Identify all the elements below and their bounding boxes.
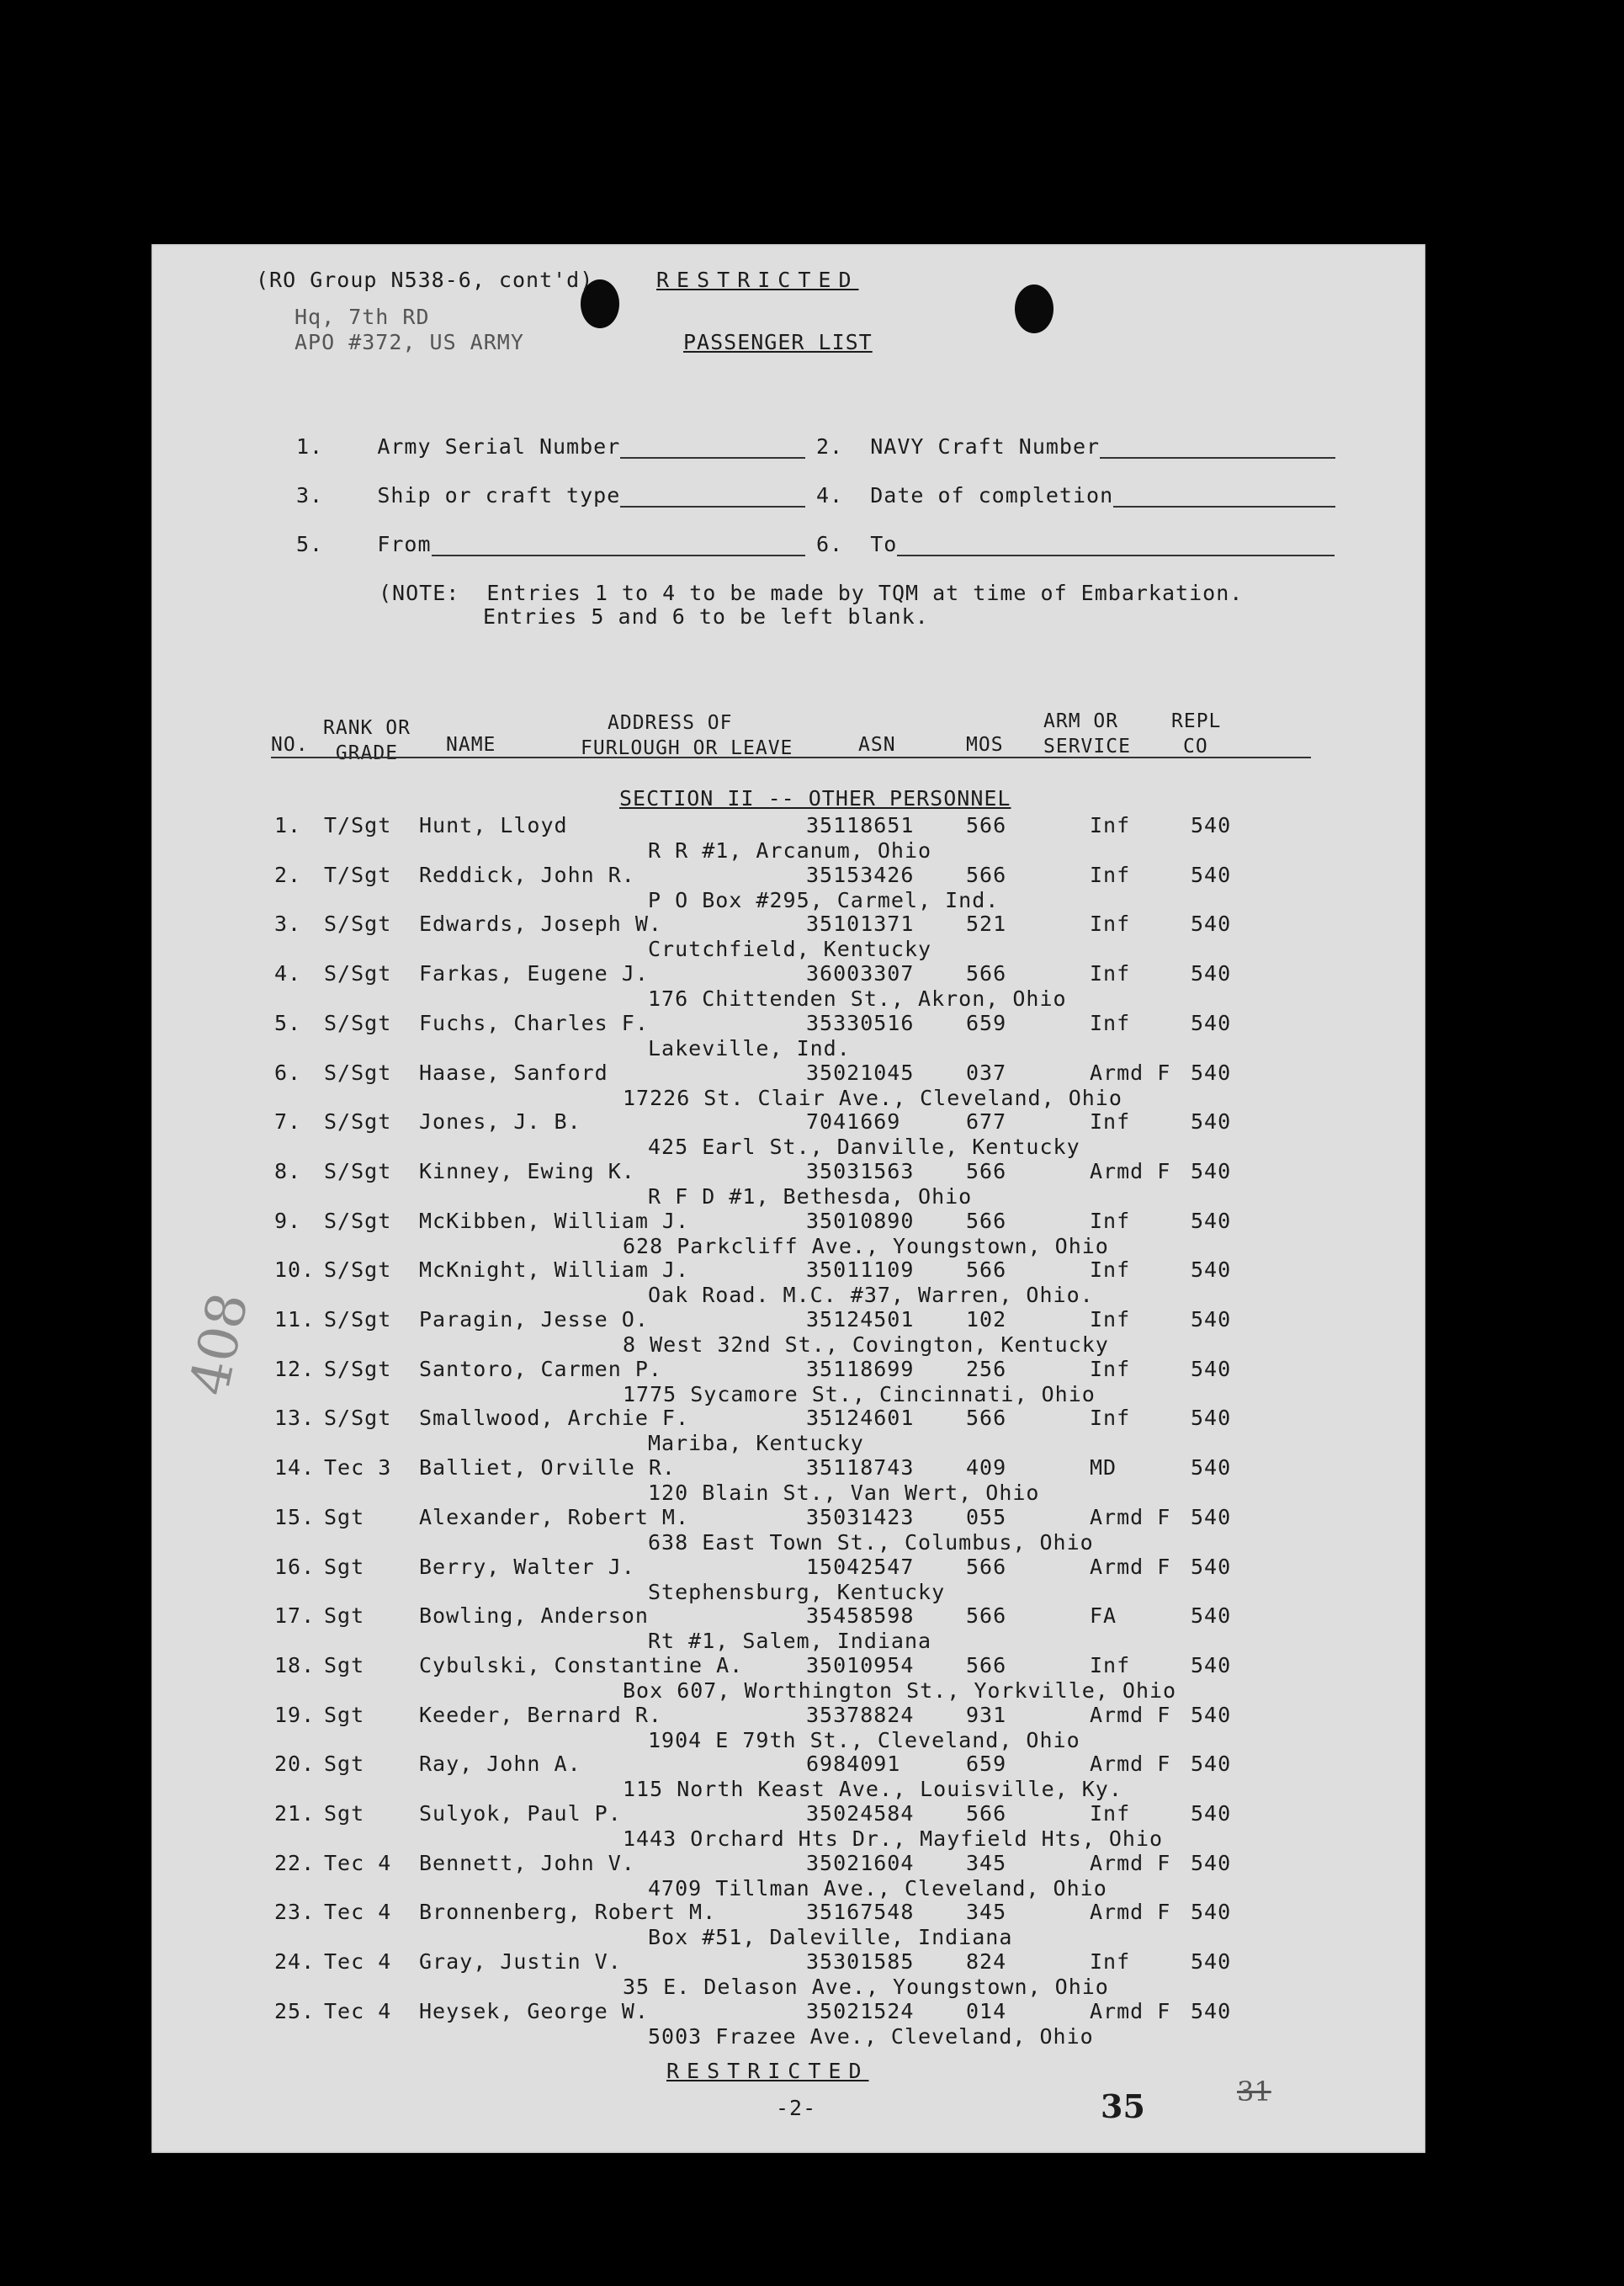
mos-cell: 409 bbox=[966, 1455, 1007, 1481]
rank-cell: Tec 4 bbox=[324, 1998, 392, 2023]
name-cell: Keeder, Bernard R. bbox=[419, 1702, 662, 1727]
row-number: 14. bbox=[274, 1455, 316, 1481]
name-cell: McKnight, William J. bbox=[419, 1257, 690, 1283]
mos-cell: 566 bbox=[966, 1652, 1007, 1677]
mos-cell: 521 bbox=[966, 912, 1007, 937]
arm-service-cell: Inf bbox=[1090, 1257, 1131, 1283]
name-cell: Balliet, Orville R. bbox=[419, 1455, 676, 1481]
name-cell: Gray, Justin V. bbox=[419, 1949, 622, 1975]
name-cell: Bronnenberg, Robert M. bbox=[419, 1900, 717, 1925]
name-cell: Hunt, Lloyd bbox=[419, 813, 568, 837]
arm-service-cell: Armd F bbox=[1090, 1752, 1171, 1777]
repl-co-cell: 540 bbox=[1191, 1109, 1232, 1135]
apo-line: APO #372, US ARMY bbox=[295, 330, 524, 354]
field-5: 5. From bbox=[296, 532, 805, 556]
repl-co-cell: 540 bbox=[1191, 1158, 1232, 1183]
table-row bbox=[151, 1455, 1425, 1504]
mos-cell: 659 bbox=[966, 1752, 1007, 1777]
mos-cell: 824 bbox=[966, 1949, 1007, 1975]
arm-service-cell: Inf bbox=[1090, 862, 1131, 887]
table-row bbox=[151, 1999, 1425, 2048]
arm-service-cell: Inf bbox=[1090, 961, 1131, 986]
arm-service-cell: Armd F bbox=[1090, 1900, 1171, 1925]
repl-co-cell: 540 bbox=[1191, 1603, 1232, 1629]
address-cell: 628 Parkcliff Ave., Youngstown, Ohio bbox=[623, 1233, 1109, 1258]
asn-cell: 35024584 bbox=[806, 1801, 915, 1826]
address-cell: 17226 St. Clair Ave., Cleveland, Ohio bbox=[623, 1085, 1122, 1110]
field-3: 3. Ship or craft type bbox=[296, 483, 805, 508]
address-cell: 1775 Sycamore St., Cincinnati, Ohio bbox=[623, 1381, 1096, 1406]
asn-cell: 35011109 bbox=[806, 1257, 915, 1283]
note-line-1: (NOTE: Entries 1 to 4 to be made by TQM at time of Embarkation. bbox=[379, 581, 1244, 605]
row-number: 19. bbox=[274, 1702, 316, 1727]
rank-cell: Sgt bbox=[324, 1504, 365, 1529]
rank-cell: S/Sgt bbox=[324, 1406, 392, 1431]
name-cell: Berry, Walter J. bbox=[419, 1554, 635, 1579]
asn-cell: 6984091 bbox=[806, 1752, 901, 1777]
address-cell: 176 Chittenden St., Akron, Ohio bbox=[648, 986, 1067, 1012]
repl-co-cell: 540 bbox=[1191, 1208, 1232, 1233]
repl-co-cell: 540 bbox=[1191, 1257, 1232, 1283]
row-number: 24. bbox=[274, 1949, 316, 1975]
struck-page-number: 31 bbox=[1237, 2076, 1271, 2108]
asn-cell: 35031563 bbox=[806, 1158, 915, 1183]
arm-service-cell: Inf bbox=[1090, 1801, 1131, 1826]
name-cell: Sulyok, Paul P. bbox=[419, 1801, 622, 1826]
rank-cell: S/Sgt bbox=[324, 1060, 392, 1085]
address-cell: 4709 Tillman Ave., Cleveland, Ohio bbox=[648, 1875, 1107, 1901]
asn-cell: 15042547 bbox=[806, 1554, 915, 1579]
address-cell: Box #51, Daleville, Indiana bbox=[648, 1925, 1013, 1950]
asn-cell: 35124601 bbox=[806, 1406, 915, 1431]
repl-co-cell: 540 bbox=[1191, 1010, 1232, 1035]
list-title: PASSENGER LIST bbox=[683, 330, 873, 354]
classification-bottom: RESTRICTED bbox=[666, 2059, 869, 2083]
row-number: 15. bbox=[274, 1504, 316, 1529]
rank-cell: S/Sgt bbox=[324, 1208, 392, 1233]
rank-cell: Tec 3 bbox=[324, 1455, 392, 1481]
repl-co-cell: 540 bbox=[1191, 1554, 1232, 1579]
repl-co-cell: 540 bbox=[1191, 1652, 1232, 1677]
row-number: 8. bbox=[274, 1158, 302, 1183]
table-row bbox=[151, 1307, 1425, 1356]
asn-cell: 36003307 bbox=[806, 961, 915, 986]
row-number: 23. bbox=[274, 1900, 316, 1925]
arm-service-cell: Armd F bbox=[1090, 1504, 1171, 1529]
rank-cell: Sgt bbox=[324, 1752, 365, 1777]
mos-cell: 345 bbox=[966, 1900, 1007, 1925]
mos-cell: 055 bbox=[966, 1504, 1007, 1529]
row-number: 3. bbox=[274, 912, 302, 937]
name-cell: Kinney, Ewing K. bbox=[419, 1158, 635, 1183]
rank-cell: T/Sgt bbox=[324, 862, 392, 887]
rank-cell: S/Sgt bbox=[324, 1356, 392, 1381]
rank-cell: S/Sgt bbox=[324, 1257, 392, 1283]
table-row bbox=[151, 961, 1425, 1010]
address-cell: Stephensburg, Kentucky bbox=[648, 1579, 946, 1604]
name-cell: Edwards, Joseph W. bbox=[419, 912, 662, 937]
arm-service-cell: Inf bbox=[1090, 1109, 1131, 1135]
row-number: 12. bbox=[274, 1356, 316, 1381]
arm-service-cell: Inf bbox=[1090, 1406, 1131, 1431]
note-line-2: Entries 5 and 6 to be left blank. bbox=[483, 604, 929, 629]
asn-cell: 35021524 bbox=[806, 1998, 915, 2023]
mos-cell: 931 bbox=[966, 1702, 1007, 1727]
table-row bbox=[151, 1703, 1425, 1752]
table-row bbox=[151, 1406, 1425, 1454]
asn-cell: 35101371 bbox=[806, 912, 915, 937]
address-cell: 1443 Orchard Hts Dr., Mayfield Hts, Ohio bbox=[623, 1826, 1164, 1851]
repl-co-cell: 540 bbox=[1191, 961, 1232, 986]
mos-cell: 677 bbox=[966, 1109, 1007, 1135]
name-cell: Paragin, Jesse O. bbox=[419, 1307, 649, 1332]
repl-co-cell: 540 bbox=[1191, 912, 1232, 937]
mos-cell: 566 bbox=[966, 961, 1007, 986]
repl-co-cell: 540 bbox=[1191, 1998, 1232, 2023]
asn-cell: 35378824 bbox=[806, 1702, 915, 1727]
table-row bbox=[151, 1505, 1425, 1554]
address-cell: R F D #1, Bethesda, Ohio bbox=[648, 1183, 973, 1209]
rank-cell: S/Sgt bbox=[324, 912, 392, 937]
repl-co-cell: 540 bbox=[1191, 1307, 1232, 1332]
row-number: 2. bbox=[274, 862, 302, 887]
section-title: SECTION II -- OTHER PERSONNEL bbox=[619, 786, 1011, 811]
table-row bbox=[151, 1555, 1425, 1603]
arm-service-cell: Inf bbox=[1090, 1010, 1131, 1035]
address-cell: Mariba, Kentucky bbox=[648, 1431, 864, 1456]
table-row bbox=[151, 1061, 1425, 1109]
address-cell: Box 607, Worthington St., Yorkville, Ohio bbox=[623, 1677, 1177, 1703]
arm-service-cell: Armd F bbox=[1090, 1158, 1171, 1183]
table-row bbox=[151, 863, 1425, 912]
name-cell: Jones, J. B. bbox=[419, 1109, 581, 1135]
address-cell: 1904 E 79th St., Cleveland, Ohio bbox=[648, 1727, 1080, 1752]
table-row bbox=[151, 1011, 1425, 1060]
table-row bbox=[151, 1159, 1425, 1208]
rank-cell: Sgt bbox=[324, 1603, 365, 1629]
asn-cell: 35118743 bbox=[806, 1455, 915, 1481]
mos-cell: 566 bbox=[966, 1208, 1007, 1233]
table-row bbox=[151, 1603, 1425, 1652]
repl-co-cell: 540 bbox=[1191, 1949, 1232, 1975]
asn-cell: 35118699 bbox=[806, 1356, 915, 1381]
rank-cell: T/Sgt bbox=[324, 813, 392, 837]
rank-cell: Tec 4 bbox=[324, 1949, 392, 1975]
table-row bbox=[151, 1801, 1425, 1850]
repl-co-cell: 540 bbox=[1191, 813, 1232, 837]
mos-cell: 566 bbox=[966, 813, 1007, 837]
address-cell: 35 E. Delason Ave., Youngstown, Ohio bbox=[623, 1975, 1109, 2000]
classification-top: RESTRICTED bbox=[656, 268, 859, 292]
rank-cell: S/Sgt bbox=[324, 961, 392, 986]
mos-cell: 566 bbox=[966, 1406, 1007, 1431]
arm-service-cell: Inf bbox=[1090, 1356, 1131, 1381]
mos-cell: 659 bbox=[966, 1010, 1007, 1035]
arm-service-cell: Inf bbox=[1090, 1208, 1131, 1233]
mos-cell: 566 bbox=[966, 1603, 1007, 1629]
rank-cell: S/Sgt bbox=[324, 1158, 392, 1183]
row-number: 6. bbox=[274, 1060, 302, 1085]
mos-cell: 014 bbox=[966, 1998, 1007, 2023]
row-number: 7. bbox=[274, 1109, 302, 1135]
rank-cell: S/Sgt bbox=[324, 1307, 392, 1332]
asn-cell: 35167548 bbox=[806, 1900, 915, 1925]
arm-service-cell: Inf bbox=[1090, 1949, 1131, 1975]
mos-cell: 256 bbox=[966, 1356, 1007, 1381]
address-cell: 115 North Keast Ave., Louisville, Ky. bbox=[623, 1777, 1122, 1802]
repl-co-cell: 540 bbox=[1191, 1060, 1232, 1085]
row-number: 21. bbox=[274, 1801, 316, 1826]
arm-service-cell: MD bbox=[1090, 1455, 1117, 1481]
name-cell: Fuchs, Charles F. bbox=[419, 1010, 649, 1035]
arm-service-cell: Armd F bbox=[1090, 1850, 1171, 1875]
address-cell: P O Box #295, Carmel, Ind. bbox=[648, 887, 1000, 912]
row-number: 5. bbox=[274, 1010, 302, 1035]
name-cell: Bennett, John V. bbox=[419, 1850, 635, 1875]
asn-cell: 7041669 bbox=[806, 1109, 901, 1135]
name-cell: Smallwood, Archie F. bbox=[419, 1406, 690, 1431]
repl-co-cell: 540 bbox=[1191, 1504, 1232, 1529]
field-2: 2. NAVY Craft Number bbox=[816, 434, 1335, 459]
row-number: 17. bbox=[274, 1603, 316, 1629]
table-row bbox=[151, 1209, 1425, 1257]
mos-cell: 566 bbox=[966, 862, 1007, 887]
arm-service-cell: Armd F bbox=[1090, 1060, 1171, 1085]
table-row bbox=[151, 912, 1425, 960]
field-4: 4. Date of completion bbox=[816, 483, 1335, 508]
unit-line: Hq, 7th RD bbox=[295, 305, 430, 329]
rank-cell: S/Sgt bbox=[324, 1010, 392, 1035]
rank-cell: Sgt bbox=[324, 1652, 365, 1677]
name-cell: McKibben, William J. bbox=[419, 1208, 690, 1233]
repl-co-cell: 540 bbox=[1191, 1455, 1232, 1481]
name-cell: Farkas, Eugene J. bbox=[419, 961, 649, 986]
mos-cell: 566 bbox=[966, 1257, 1007, 1283]
address-cell: Oak Road. M.C. #37, Warren, Ohio. bbox=[648, 1283, 1094, 1308]
name-cell: Bowling, Anderson bbox=[419, 1603, 649, 1629]
address-cell: R R #1, Arcanum, Ohio bbox=[648, 838, 932, 863]
name-cell: Alexander, Robert M. bbox=[419, 1504, 690, 1529]
asn-cell: 35118651 bbox=[806, 813, 915, 837]
reference-line: (RO Group N538-6, cont'd) bbox=[256, 268, 594, 292]
mos-cell: 566 bbox=[966, 1801, 1007, 1826]
mos-cell: 566 bbox=[966, 1158, 1007, 1183]
rank-cell: Sgt bbox=[324, 1554, 365, 1579]
table-row bbox=[151, 1900, 1425, 1948]
arm-service-cell: Armd F bbox=[1090, 1554, 1171, 1579]
table-row bbox=[151, 1752, 1425, 1800]
rank-cell: Sgt bbox=[324, 1702, 365, 1727]
table-row bbox=[151, 1653, 1425, 1702]
repl-co-cell: 540 bbox=[1191, 1702, 1232, 1727]
page-number: -2- bbox=[776, 2096, 817, 2120]
row-number: 9. bbox=[274, 1208, 302, 1233]
row-number: 13. bbox=[274, 1406, 316, 1431]
row-number: 16. bbox=[274, 1554, 316, 1579]
table-row bbox=[151, 1257, 1425, 1306]
row-number: 4. bbox=[274, 961, 302, 986]
arm-service-cell: Armd F bbox=[1090, 1998, 1171, 2023]
document-page: (RO Group N538-6, cont'd) Hq, 7th RD APO #372, US ARMY RESTRICTED PASSENGER LIST 1. Army Serial Number 2. NAVY Craft Number 3. Ship or craft type 4. Date of completion 5. From 6. To (NOTE: Entries 1 to 4 to be made by TQM at time of Embarkation. Entries 5 and 6 to be left blank. NO. RANK OR GRADE NAME ADDRESS OF FURLOUGH OR LEAVE ASN MOS ARM OR SERVICE REPL CO SECTION II -- OTHER PERSONNEL 1. T/Sgt Hunt, Lloyd 35118651 566 Inf 540 R R #1, Arcanum, Ohio 2. T/Sgt Reddick, John R. 35153426 566 Inf 540 P O Box #295, Carmel, Ind. 3. S/Sgt Edwards, Joseph W. 35101371 521 Inf 540 Crutchfield, Kentucky 4. S/Sgt Farkas, Eugene J. 36003307 566 Inf 540 176 Chittenden St., Akron, Ohio 5. S/Sgt Fuchs, Charles F. 35330516 659 Inf 540 Lakeville, Ind. 6. S/Sgt Haase, Sanford 35021045 037 Armd F 540 17226 St. Clair Ave., Cleveland, Ohio 7. S/Sgt Jones, J. B. 7041669 677 Inf 540 425 Earl St., Danville, Kentucky 8. S/Sgt Kinney, Ewing K. 35031563 566 Armd F 540 R F D #1, Bethesda, Ohio 9. S/Sgt McKibben, William J. 35010890 566 Inf 540 628 Parkcliff Ave., Youngstown, Ohio 10. S/Sgt McKnight, William J. 35011109 566 Inf 540 Oak Road. M.C. #37, Warren, Ohio. 11. S/Sgt Paragin, Jesse O. 35124501 102 Inf 540 8 West 32nd St., Covington, Kentucky 12. S/Sgt Santoro, Carmen P. 35118699 256 Inf 540 1775 Sycamore St., Cincinnati, Ohio 13. S/Sgt Smallwood, Archie F. 35124601 566 Inf 540 Mariba, Kentucky 14. Tec 3 Balliet, Orville R. 35118743 409 MD 540 120 Blain St., Van Wert, Ohio 15. Sgt Alexander, Robert M. 35031423 055 Armd F 540 638 East Town St., Columbus, Ohio 16. Sgt Berry, Walter J. 15042547 566 Armd F 540 Stephensburg, Kentucky 17. Sgt Bowling, Anderson 35458598 566 FA 540 Rt #1, Salem, Indiana 18. Sgt Cybulski, Constantine A. 35010954 566 Inf 540 Box 607, Worthington St., Yorkville, Ohio 19. Sgt Keeder, Bernard R. 35378824 931 Armd F 540 1904 E 79th St., Cleveland, Ohio 20. Sgt Ray, John A. 6984091 659 Armd F 540 115 North Keast Ave., Louisville, Ky. 21. Sgt Sulyok, Paul P. 35024584 566 Inf 540 1443 Orchard Hts Dr., Mayfield Hts, Ohio 22. Tec 4 Bennett, John V. 35021604 345 Armd F 540 4709 Tillman Ave., Cleveland, Ohio 23. Tec 4 Bronnenberg, Robert M. 35167548 345 Armd F 540 Box #51, Daleville, Indiana 24. Tec 4 Gray, Justin V. 35301585 824 Inf 540 35 E. Delason Ave., Youngstown, Ohio 25. Tec 4 Heysek, George W. 35021524 014 Armd F 540 5003 Frazee Ave., Cleveland, Ohio 408 RESTRICTED -2- 35 31 bbox=[151, 244, 1425, 2153]
rank-cell: Tec 4 bbox=[324, 1850, 392, 1875]
asn-cell: 35031423 bbox=[806, 1504, 915, 1529]
row-number: 20. bbox=[274, 1752, 316, 1777]
table-row bbox=[151, 1851, 1425, 1900]
address-cell: 120 Blain St., Van Wert, Ohio bbox=[648, 1481, 1040, 1506]
field-1: 1. Army Serial Number bbox=[296, 434, 805, 459]
address-cell: Rt #1, Salem, Indiana bbox=[648, 1629, 932, 1654]
row-number: 18. bbox=[274, 1652, 316, 1677]
mos-cell: 037 bbox=[966, 1060, 1007, 1085]
arm-service-cell: FA bbox=[1090, 1603, 1117, 1629]
arm-service-cell: Inf bbox=[1090, 912, 1131, 937]
address-cell: Lakeville, Ind. bbox=[648, 1035, 851, 1061]
repl-co-cell: 540 bbox=[1191, 1356, 1232, 1381]
repl-co-cell: 540 bbox=[1191, 1850, 1232, 1875]
asn-cell: 35021604 bbox=[806, 1850, 915, 1875]
arm-service-cell: Inf bbox=[1090, 813, 1131, 837]
row-number: 25. bbox=[274, 1998, 316, 2023]
rank-cell: S/Sgt bbox=[324, 1109, 392, 1135]
rank-cell: Tec 4 bbox=[324, 1900, 392, 1925]
asn-cell: 35010954 bbox=[806, 1652, 915, 1677]
table-row bbox=[151, 813, 1425, 862]
asn-cell: 35458598 bbox=[806, 1603, 915, 1629]
repl-co-cell: 540 bbox=[1191, 1900, 1232, 1925]
row-number: 1. bbox=[274, 813, 302, 837]
stamped-page-number: 35 bbox=[1101, 2087, 1145, 2125]
asn-cell: 35330516 bbox=[806, 1010, 915, 1035]
row-number: 22. bbox=[274, 1850, 316, 1875]
table-row bbox=[151, 1949, 1425, 1998]
address-cell: 425 Earl St., Danville, Kentucky bbox=[648, 1135, 1080, 1160]
field-6: 6. To bbox=[816, 532, 1335, 556]
mos-cell: 566 bbox=[966, 1554, 1007, 1579]
asn-cell: 35301585 bbox=[806, 1949, 915, 1975]
name-cell: Cybulski, Constantine A. bbox=[419, 1652, 744, 1677]
name-cell: Reddick, John R. bbox=[419, 862, 635, 887]
name-cell: Santoro, Carmen P. bbox=[419, 1356, 662, 1381]
asn-cell: 35124501 bbox=[806, 1307, 915, 1332]
address-cell: 8 West 32nd St., Covington, Kentucky bbox=[623, 1332, 1109, 1357]
table-row bbox=[151, 1109, 1425, 1158]
margin-note: 408 bbox=[178, 1287, 261, 1401]
repl-co-cell: 540 bbox=[1191, 1406, 1232, 1431]
mos-cell: 345 bbox=[966, 1850, 1007, 1875]
repl-co-cell: 540 bbox=[1191, 862, 1232, 887]
name-cell: Haase, Sanford bbox=[419, 1060, 608, 1085]
name-cell: Heysek, George W. bbox=[419, 1998, 649, 2023]
repl-co-cell: 540 bbox=[1191, 1801, 1232, 1826]
asn-cell: 35010890 bbox=[806, 1208, 915, 1233]
arm-service-cell: Inf bbox=[1090, 1307, 1131, 1332]
asn-cell: 35153426 bbox=[806, 862, 915, 887]
table-row bbox=[151, 1357, 1425, 1406]
address-cell: Crutchfield, Kentucky bbox=[648, 937, 932, 962]
row-number: 10. bbox=[274, 1257, 316, 1283]
mos-cell: 102 bbox=[966, 1307, 1007, 1332]
address-cell: 5003 Frazee Ave., Cleveland, Ohio bbox=[648, 2023, 1094, 2049]
punch-hole-right bbox=[1015, 284, 1053, 333]
name-cell: Ray, John A. bbox=[419, 1752, 581, 1777]
row-number: 11. bbox=[274, 1307, 316, 1332]
asn-cell: 35021045 bbox=[806, 1060, 915, 1085]
address-cell: 638 East Town St., Columbus, Ohio bbox=[648, 1529, 1094, 1555]
arm-service-cell: Inf bbox=[1090, 1652, 1131, 1677]
arm-service-cell: Armd F bbox=[1090, 1702, 1171, 1727]
rank-cell: Sgt bbox=[324, 1801, 365, 1826]
repl-co-cell: 540 bbox=[1191, 1752, 1232, 1777]
